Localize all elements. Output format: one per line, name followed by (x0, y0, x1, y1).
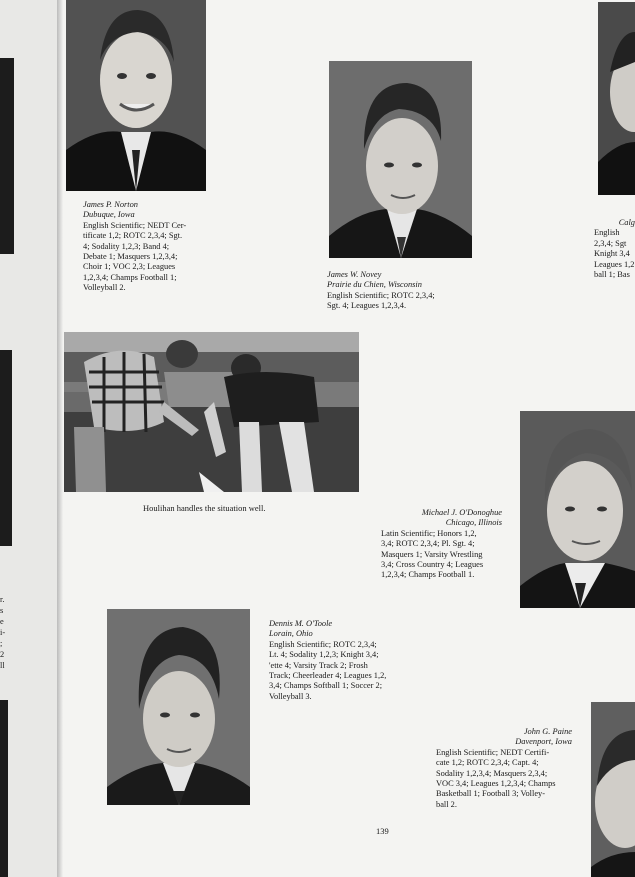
activities-line: Masquers 1; Varsity Wrestling (381, 549, 483, 559)
caption-norton (83, 200, 201, 294)
left-edge-photo (0, 350, 12, 546)
activities-line: English Scientific; NEDT Certifi- (436, 747, 550, 757)
activities-line: English Scientific; ROTC 2,3,4; (327, 290, 435, 300)
portrait-paine (591, 702, 635, 877)
activities-line: 3,4; Cross Country 4; Leagues (381, 560, 484, 570)
activities-line: 3,4; ROTC 2,3,4; Pl. Sgt. 4; (381, 539, 475, 549)
caption-text: handles the situation well. (174, 503, 266, 513)
page-fold (57, 0, 63, 877)
student-name: Dennis M. O'Toole (269, 619, 333, 628)
portrait-norton (66, 0, 206, 191)
student-hometown: Chicago, Illinois (445, 518, 502, 528)
left-edge-photo (0, 700, 8, 877)
activities-line: 4; Sodality 1,2,3; Band 4; (83, 241, 170, 251)
activities-line: Sgt. 4; Leagues 1,2,3,4. (327, 301, 407, 311)
student-hometown: Prairie du Chien, Wisconsin (327, 280, 422, 290)
student-name: James W. Novey (327, 270, 382, 279)
activities-line: Debate 1; Masquers 1,2,3,4; (83, 252, 178, 262)
activities-line: 'ette 4; Varsity Track 2; Frosh (269, 660, 368, 670)
caption-otoole (269, 619, 405, 702)
caption-odonoghue (381, 508, 502, 581)
portrait-odonoghue (520, 411, 635, 608)
activities-line: Track; Cheerleader 4; Leagues 1,2, (269, 671, 387, 681)
activities-line: English Scientific; NEDT Cer- (83, 220, 187, 230)
activities-line: Choir 1; VOC 2,3; Leagues (83, 262, 176, 272)
right-edge-text-fragment: Calg English 2,3,4; Sgt Knight 3,4 Leagues 1,2 ball 1; Bas (594, 218, 635, 280)
caption-novey (327, 270, 467, 312)
activities-line: 1,2,3,4; Champs Football 1. (381, 570, 475, 580)
activities-line: 1,2,3,4; Champs Football 1; (83, 272, 177, 282)
student-name: James P. Norton (83, 200, 138, 209)
activities-line: Basketball 1; Football 3; Volley- (436, 789, 546, 799)
right-edge-photo (598, 2, 635, 195)
activities-line: cate 1,2; ROTC 2,3,4; Capt. 4; (436, 758, 539, 768)
activities-line: Latin Scientific; Honors 1,2, (381, 528, 477, 538)
activities-line: Volleyball 2. (83, 283, 126, 293)
activities-line: VOC 3,4; Leagues 1,2,3,4; Champs (436, 779, 556, 789)
action-photo-caption (143, 503, 266, 513)
portrait-otoole (107, 609, 250, 805)
student-name: John G. Paine (523, 727, 572, 736)
student-hometown: Lorain, Ohio (269, 629, 313, 639)
left-edge-text-fragment: r. s e i- ; 2 ll (0, 595, 6, 670)
student-name: Michael J. O'Donoghue (421, 508, 502, 517)
activities-line: tificate 1,2; ROTC 2,3,4; Sgt. (83, 231, 183, 241)
student-hometown: Dubuque, Iowa (83, 210, 135, 220)
portrait-novey (329, 61, 472, 258)
caption-subject: Houlihan (143, 503, 175, 513)
activities-line: ball 2. (436, 799, 457, 809)
activities-line: 3,4; Champs Softball 1; Soccer 2; (269, 681, 383, 691)
activities-line: Sodality 1,2,3,4; Masquers 2,3,4; (436, 768, 548, 778)
activities-line: Volleyball 3. (269, 691, 312, 701)
caption-paine (436, 727, 572, 810)
page-number: 139 (376, 826, 389, 836)
activities-line: Lt. 4; Sodality 1,2,3; Knight 3,4; (269, 650, 379, 660)
activities-line: English Scientific; ROTC 2,3,4; (269, 639, 377, 649)
action-photo (64, 332, 359, 492)
left-edge-photo (0, 58, 14, 254)
student-hometown: Davenport, Iowa (515, 737, 572, 747)
